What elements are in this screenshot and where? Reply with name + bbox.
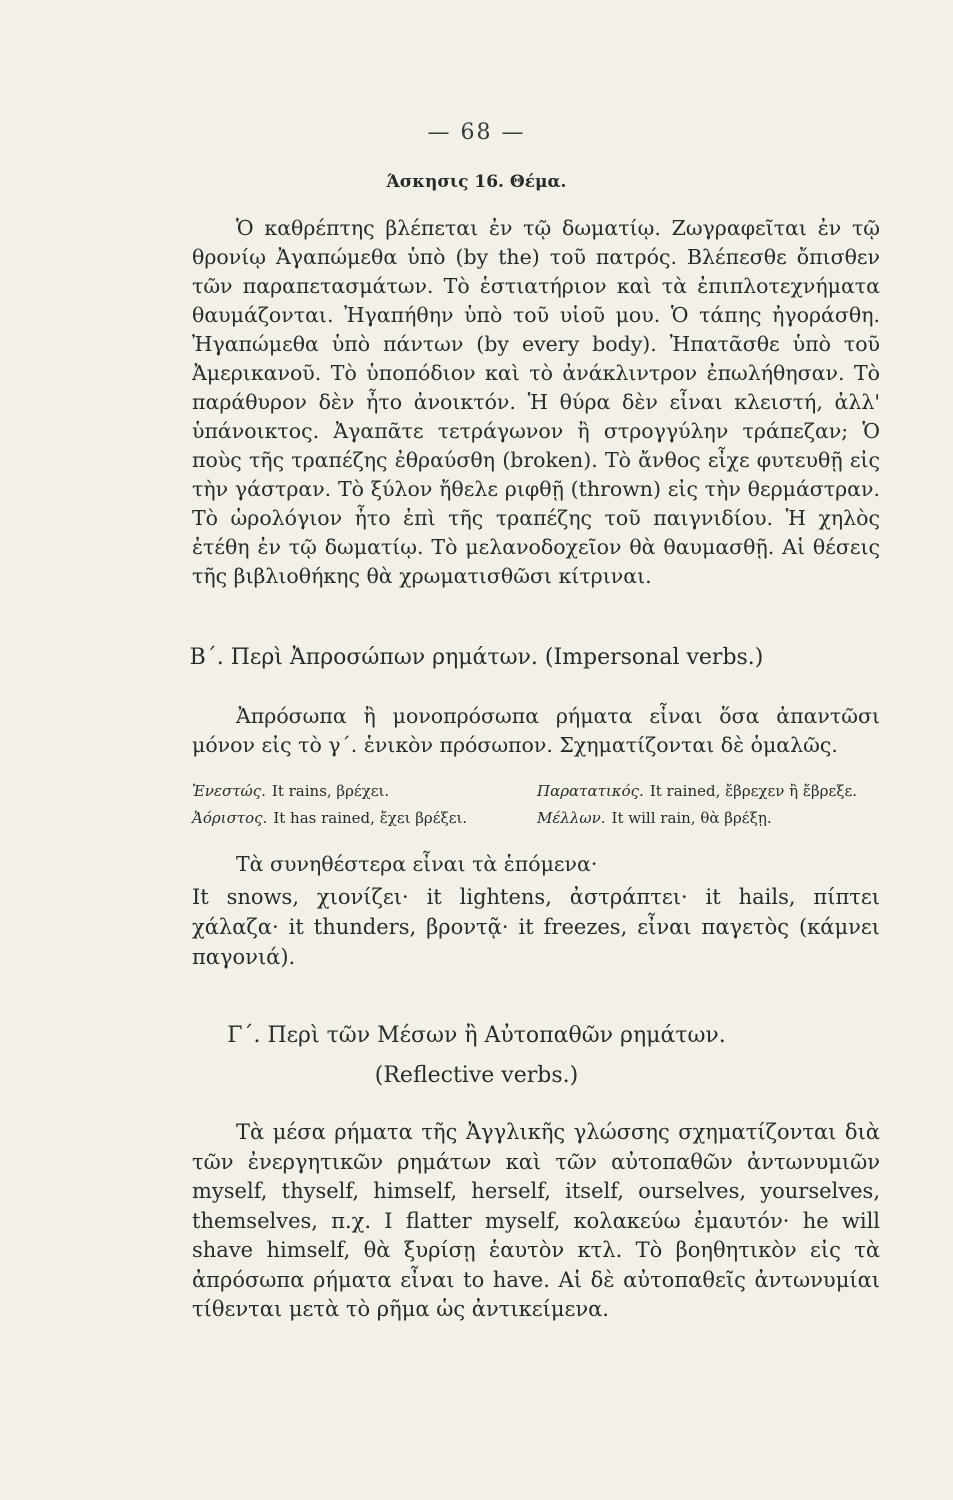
tense-cell <box>192 778 389 805</box>
exercise-heading: Άσκησις 16. Θέμα. <box>386 172 567 192</box>
tense-example: It rains, βρέχει. <box>271 782 390 800</box>
common-intro-paragraph <box>192 850 880 879</box>
impersonal-paragraph <box>192 702 880 760</box>
tense-cell <box>192 805 467 832</box>
reflective-section-title: Γ΄. Περὶ τῶν Μέσων ἢ Αὐτοπαθῶν ρημάτων. <box>227 1023 726 1048</box>
page-number: — 68 — <box>427 120 526 145</box>
reflective-paragraph <box>192 1118 880 1325</box>
tense-row <box>192 805 882 832</box>
tense-label: Μέλλων. <box>537 809 606 827</box>
tense-example: It will rain, θὰ βρέξῃ. <box>611 809 772 827</box>
tense-label: Ἀόριστος. <box>192 809 268 827</box>
tense-row <box>192 778 882 805</box>
tense-table <box>192 778 882 832</box>
tense-cell <box>537 778 857 805</box>
reflective-section-subtitle: (Reflective verbs.) <box>374 1063 579 1088</box>
tense-example: It has rained, ἔχει βρέξει. <box>273 809 468 827</box>
impersonal-section-title: Β΄. Περὶ Ἀπροσώπων ρημάτων. (Impersonal verbs.) <box>189 645 764 670</box>
exercise-paragraph <box>192 214 880 591</box>
common-list-text: It snows, χιονίζει· it lightens, ἀστράπτει· it hails, πίπτει χάλαζα· it thunders, βροντᾷ· it freezes, εἶναι παγετὸς (κάμνει παγονιά). <box>192 885 880 969</box>
tense-cell <box>537 805 772 832</box>
exercise-text: Ὁ καθρέπτης βλέπεται ἐν τῷ δωματίῳ. Ζωγραφεῖται ἐν τῷ θρονίῳ Ἀγαπώμεθα ὑπὸ (by the) τοῦ πατρός. Βλέπεσθε ὄπισθεν τῶν παραπετασμάτων. Τὸ ἑστιατήριον καὶ τὰ ἐπιπλοτεχνήματα θαυμάζονται. Ἠγαπήθην ὑπὸ τοῦ υἱοῦ μου. Ὁ τάπης ἠγοράσθη. Ἠγαπώμεθα ὑπὸ πάντων (by every body). Ἠπατᾶσθε ὑπὸ τοῦ Ἀμερικανοῦ. Τὸ ὑποπόδιον καὶ τὸ ἀνάκλιντρον ἐπωλήθησαν. Τὸ παράθυρον δὲν ἦτο ἀνοικτόν. Ἡ θύρα δὲν εἶναι κλειστή, ἀλλ' ὑπάνοικτος. Ἀγαπᾶτε τετράγωνον ἢ στρογγύλην τράπεζαν; Ὁ ποὺς τῆς τραπέζης ἐθραύσθη (broken). Τὸ ἄνθος εἶχε φυτευθῇ εἰς τὴν γάστραν. Τὸ ξύλον ἤθελε ριφθῇ (thrown) εἰς τὴν θερμάστραν. Τὸ ὡρολόγιον ἦτο ἐπὶ τῆς τραπέζης τοῦ παιγνιδίου. Ἡ χηλὸς ἐτέθη ἐν τῷ δωματίῳ. Τὸ μελανοδοχεῖον θὰ θαυμασθῇ. Αἱ θέσεις τῆς βιβλιοθήκης θὰ χρωματισθῶσι κίτριναι. <box>192 216 880 588</box>
common-intro-text: Τὰ συνηθέστερα εἶναι τὰ ἑπόμενα· <box>236 852 598 876</box>
tense-label: Παρατατικός. <box>537 782 644 800</box>
reflective-text: Τὰ μέσα ρήματα τῆς Ἀγγλικῆς γλώσσης σχηματίζονται διὰ τῶν ἐνεργητικῶν ρημάτων καὶ τῶν αὐτοπαθῶν ἀντωνυμιῶν myself, thyself, himself, herself, itself, ourselves, yourselves, themselves, π.χ. I flatter myself, κολακεύω ἐμαυτόν· he will shave himself, θὰ ξυρίσῃ ἑαυτὸν κτλ. Τὸ βοηθητικὸν εἰς τὰ ἀπρόσωπα ρήματα εἶναι to have. Αἱ δὲ αὐτοπαθεῖς ἀντωνυμίαι τίθενται μετὰ τὸ ρῆμα ὡς ἀντικείμενα. <box>192 1120 880 1321</box>
tense-label: Ἐνεστώς. <box>192 782 266 800</box>
tense-example: It rained, ἔβρεχεν ἢ ἔβρεξε. <box>649 782 858 800</box>
impersonal-text: Ἀπρόσωπα ἢ μονοπρόσωπα ρήματα εἶναι ὅσα ἀπαντῶσι μόνον εἰς τὸ γ΄. ἑνικὸν πρόσωπον. Σχηματίζονται δὲ ὁμαλῶς. <box>192 704 880 757</box>
common-list-paragraph <box>192 882 880 972</box>
